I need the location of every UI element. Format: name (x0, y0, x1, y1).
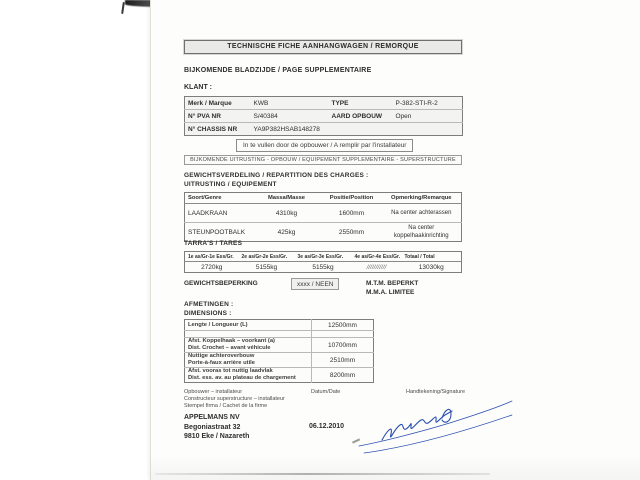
dimension-value: 10700mm (312, 338, 374, 353)
company-street: Begoniastraat 32 (184, 423, 241, 431)
field-label-type: TYPE (329, 97, 393, 110)
equipment-mass: 4310kg (252, 204, 322, 223)
dimension-label (185, 338, 312, 353)
table-row (185, 353, 374, 368)
scan-bottom-shadow (155, 473, 490, 475)
tare-axle1: 2720kg (201, 263, 223, 271)
note-line: M.M.A. LIMITEE (366, 288, 415, 296)
date-value: 06.12.2010 (309, 423, 345, 430)
company-city: 9810 Eke / Nazareth (184, 433, 250, 440)
document-subtitle: BIJKOMENDE BLADZIJDE / PAGE SUPPLEMENTAIRE (184, 67, 372, 74)
label-line: Porte-à-faux arrière utile (188, 360, 256, 366)
date-label: Datum/Date (311, 389, 341, 395)
dimension-label (185, 353, 312, 368)
field-label-chassis: N° CHASSIS NR (188, 125, 238, 133)
table-header-row (185, 252, 462, 262)
table-row (185, 320, 374, 331)
handwritten-signature (356, 396, 516, 458)
table-row (185, 123, 463, 136)
col-header-mass: Massa/Masse (252, 193, 322, 204)
label-line: Nuttige achteroverbouw (188, 353, 255, 359)
field-value-chassis: YA9P382HSAB148278 (253, 125, 320, 133)
tares-table (184, 251, 462, 273)
tares-heading: TARRA'S / TARES (184, 240, 243, 247)
label-line: Afst. vooras tot nuttig laadvlak (188, 368, 273, 374)
label-line: Opbouwer – installateur (184, 389, 243, 395)
company-name: APPELMANS NV (184, 414, 240, 421)
label-line: Stempel firma / Cachet de la firme (184, 403, 268, 409)
empty-cell (185, 331, 312, 338)
tare-total: 13030kg (418, 263, 444, 271)
equipment-name: LAADKRAAN (185, 204, 252, 223)
table-spacer-row (185, 331, 374, 338)
col-header-axle2: 2e as/Gr-2e Ess/Gr. (239, 252, 295, 262)
table-row (185, 97, 463, 110)
scan-shadow-haze (150, 455, 640, 480)
field-value-pva: S/40384 (251, 110, 329, 123)
vehicle-identification-table (184, 96, 463, 136)
col-header-sort: Soort/Genre (185, 193, 252, 204)
dimension-label: Lengte / Longueur (L) (185, 320, 312, 331)
table-row (185, 110, 463, 123)
signature-label: Handtekening/Signature (406, 389, 466, 395)
table-row (185, 204, 462, 223)
installer-note-box: In te vullen door de opbouwer / A remplir par l'installateur (236, 139, 413, 152)
field-label-body-type: AARD OPBOUW (329, 110, 393, 123)
scan-mark-artifact (121, 2, 125, 14)
weight-distribution-heading (184, 171, 368, 189)
label-line: Dist. Crochet – avant véhicule (188, 345, 271, 351)
dimensions-heading (184, 300, 233, 318)
heading-line: AFMETINGEN : (184, 301, 234, 308)
label-line: Afst. Koppelhaak – voorkant (a) (188, 338, 275, 344)
dimension-value: 2510mm (312, 353, 374, 368)
tare-axle4: /////////// (366, 263, 387, 271)
table-row (185, 368, 374, 383)
field-label-pva: N° PVA NR (185, 110, 251, 123)
empty-cell (393, 123, 463, 136)
empty-cell (312, 331, 374, 338)
builder-label-block (184, 389, 285, 410)
equipment-mass: 425kg (277, 228, 296, 236)
dimension-value: 8200mm (312, 368, 374, 383)
field-value-body-type: Open (393, 110, 463, 123)
equipment-name: STEUNPOOTBALK (188, 228, 246, 236)
heading-line: UITRUSTING / EQUIPEMENT (184, 181, 277, 188)
equipment-position: 1600mm (322, 204, 382, 223)
note-line: M.T.M. BEPERKT (366, 280, 419, 287)
empty-cell (329, 123, 393, 136)
dimensions-table (184, 319, 374, 383)
field-value-make: KWB (251, 97, 329, 110)
table-header-row (185, 193, 462, 204)
col-header-position: Positie/Position (322, 193, 382, 204)
equipment-banner: BIJKOMENDE UITRUSTING - OPBOUW / EQUIPEMENT SUPPLEMENTAIRE - SUPERSTRUCTURE (184, 155, 462, 165)
equipment-remark: Na center achterassen (382, 204, 462, 223)
table-row (185, 262, 462, 273)
field-value-type: P-382-STI-R-2 (393, 97, 463, 110)
client-label: KLANT : (184, 84, 212, 91)
field-label-make: Merk / Marque (185, 97, 251, 110)
company-stamp-block (184, 413, 249, 442)
label-line: Constructeur superstructure – installateur (184, 396, 285, 402)
table-row (185, 338, 374, 353)
col-header-axle4: 4e as/Gr-4e Ess/Gr. (352, 252, 402, 262)
scanned-document-page (150, 0, 640, 480)
weight-limit-value-box: xxxx / NEEN (291, 278, 339, 290)
dimension-value: 12500mm (312, 320, 374, 331)
equipment-position: 2550mm (338, 228, 365, 236)
equipment-remark: Na center koppelhaakinrichting (393, 225, 449, 239)
heading-line: DIMENSIONS : (184, 310, 232, 317)
heading-line: GEWICHTSVERDELING / REPARTITION DES CHARGES : (184, 172, 369, 179)
weight-limit-label: GEWICHTSBEPERKING (184, 280, 258, 287)
weight-limit-note (366, 280, 418, 297)
tare-axle3: 5155kg (312, 263, 334, 271)
dimension-label (185, 368, 312, 383)
document-title: TECHNISCHE FICHE AANHANGWAGEN / REMORQUE (184, 40, 462, 54)
col-header-total: Totaal / Total (402, 252, 462, 262)
tare-axle2: 5155kg (255, 263, 278, 271)
label-line: Dist. ess. av. au plateau de chargement (188, 375, 296, 381)
col-header-axle3: 3e as/Gr-3e Ess/Gr. (295, 252, 352, 262)
weight-distribution-table (184, 192, 462, 242)
col-header-remark: Opmerking/Remarque (382, 193, 462, 204)
col-header-axle1: 1e as/Gr-1e Ess/Gr. (185, 252, 239, 262)
